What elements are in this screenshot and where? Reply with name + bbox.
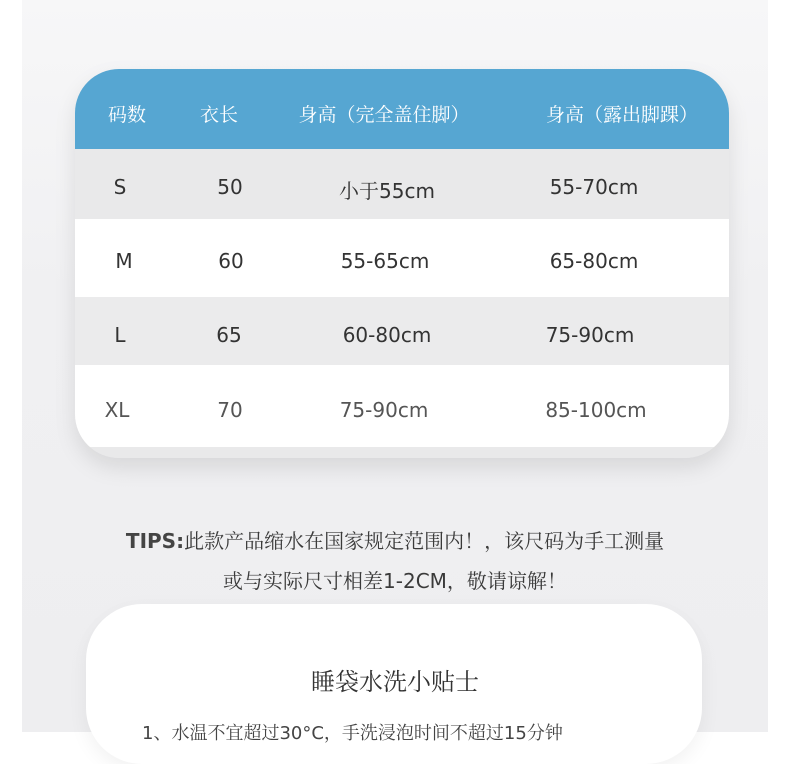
header-length: 衣长 — [199, 104, 239, 126]
header-size: 码数 — [107, 104, 147, 126]
cell-size: S — [113, 175, 127, 199]
cell-height-ankle: 85-100cm — [545, 398, 647, 422]
cell-height-ankle: 55-70cm — [549, 175, 639, 199]
table-row — [75, 447, 729, 458]
cell-size: L — [114, 323, 126, 347]
tips-line-1 — [0, 525, 790, 554]
tips-text-1: 此款产品缩水在国家规定范围内！，该尺码为手工测量 — [184, 529, 665, 553]
cell-size: XL — [104, 398, 130, 422]
tips-label: TIPS: — [125, 529, 185, 553]
cell-height-ankle: 75-90cm — [545, 323, 635, 347]
cell-size: M — [115, 249, 133, 273]
care-tip-item: 1、水温不宜超过30°C，手洗浸泡时间不超过15分钟 — [142, 723, 563, 744]
cell-length: 65 — [216, 323, 242, 347]
header-height-covered: 身高（完全盖住脚） — [298, 104, 470, 126]
tips-line-2: 或与实际尺寸相差1-2CM，敬请谅解！ — [223, 569, 567, 593]
header-height-ankle: 身高（露出脚踝） — [545, 104, 699, 126]
cell-height-ankle: 65-80cm — [549, 249, 639, 273]
cell-length: 70 — [217, 398, 243, 422]
cell-height-covered: 55-65cm — [340, 249, 430, 273]
care-tips-title: 睡袋水洗小贴士 — [311, 668, 479, 696]
cell-height-covered: 75-90cm — [339, 398, 429, 422]
cell-length: 60 — [218, 249, 244, 273]
cell-length: 50 — [217, 175, 243, 199]
cell-height-covered: 小于55cm — [339, 179, 435, 203]
cell-height-covered: 60-80cm — [342, 323, 432, 347]
